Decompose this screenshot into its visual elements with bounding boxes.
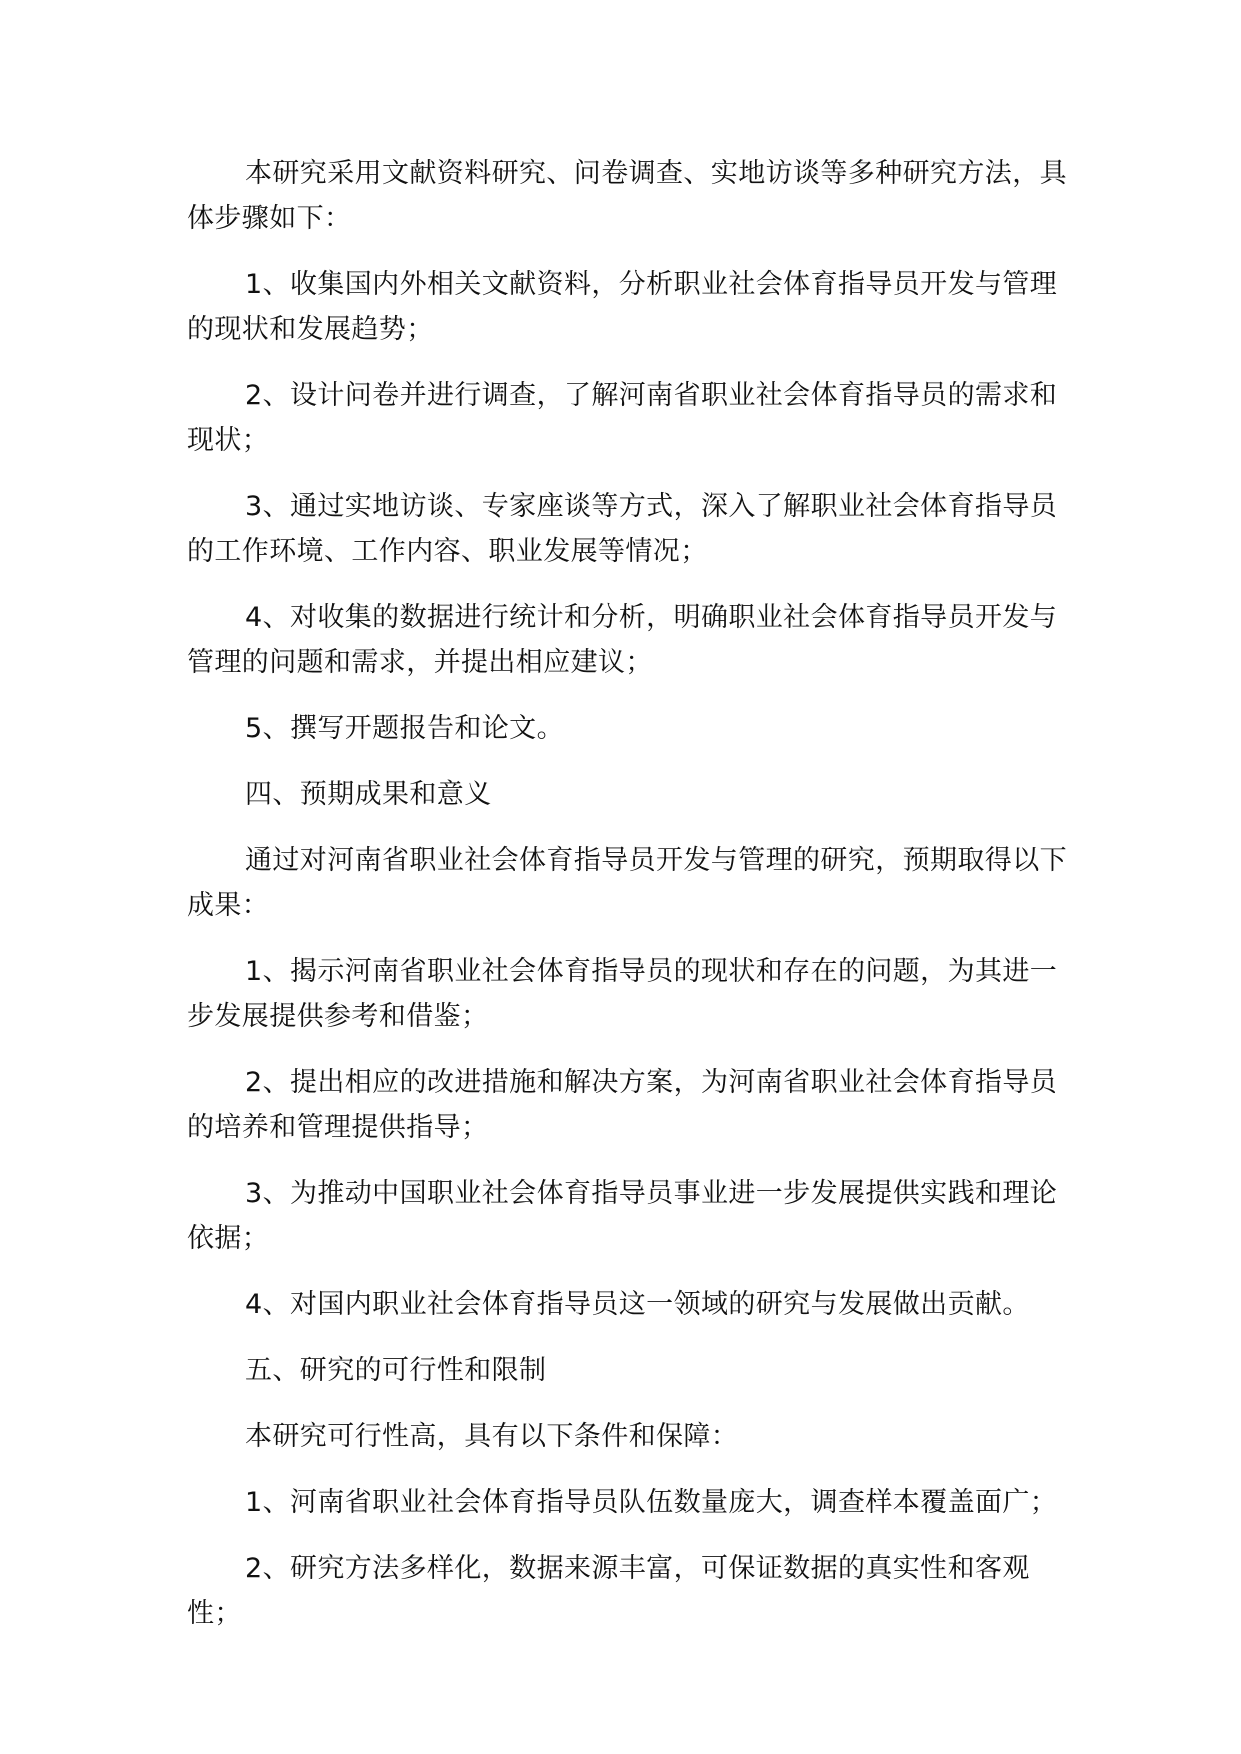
paragraph-results-intro: 通过对河南省职业社会体育指导员开发与管理的研究，预期取得以下成果： [187,845,1067,921]
paragraph-condition-1: 1、河南省职业社会体育指导员队伍数量庞大，调查样本覆盖面广； [245,1487,1058,1518]
section-heading-feasibility: 五、研究的可行性和限制 [245,1355,547,1386]
paragraph-result-3: 3、为推动中国职业社会体育指导员事业进一步发展提供实践和理论依据； [187,1178,1058,1254]
paragraph-methods-intro: 本研究采用文献资料研究、问卷调查、实地访谈等多种研究方法，具体步骤如下： [187,158,1067,234]
paragraph-result-4: 4、对国内职业社会体育指导员这一领域的研究与发展做出贡献。 [245,1289,1030,1320]
document-body [187,151,1067,1657]
paragraph-step-2: 2、设计问卷并进行调查，了解河南省职业社会体育指导员的需求和现状； [187,380,1058,456]
paragraph-step-3: 3、通过实地访谈、专家座谈等方式，深入了解职业社会体育指导员的工作环境、工作内容、职业发展等情况； [187,491,1058,567]
paragraph-step-4: 4、对收集的数据进行统计和分析，明确职业社会体育指导员开发与管理的问题和需求，并提出相应建议； [187,602,1058,678]
paragraph-result-2: 2、提出相应的改进措施和解决方案，为河南省职业社会体育指导员的培养和管理提供指导； [187,1067,1058,1143]
section-heading-expected-results: 四、预期成果和意义 [245,779,492,810]
paragraph-step-5: 5、撰写开题报告和论文。 [245,713,564,744]
paragraph-feasibility-intro: 本研究可行性高，具有以下条件和保障： [245,1421,739,1452]
paragraph-condition-2: 2、研究方法多样化，数据来源丰富，可保证数据的真实性和客观性； [187,1553,1030,1629]
paragraph-step-1: 1、收集国内外相关文献资料，分析职业社会体育指导员开发与管理的现状和发展趋势； [187,269,1058,345]
paragraph-result-1: 1、揭示河南省职业社会体育指导员的现状和存在的问题，为其进一步发展提供参考和借鉴； [187,956,1058,1032]
